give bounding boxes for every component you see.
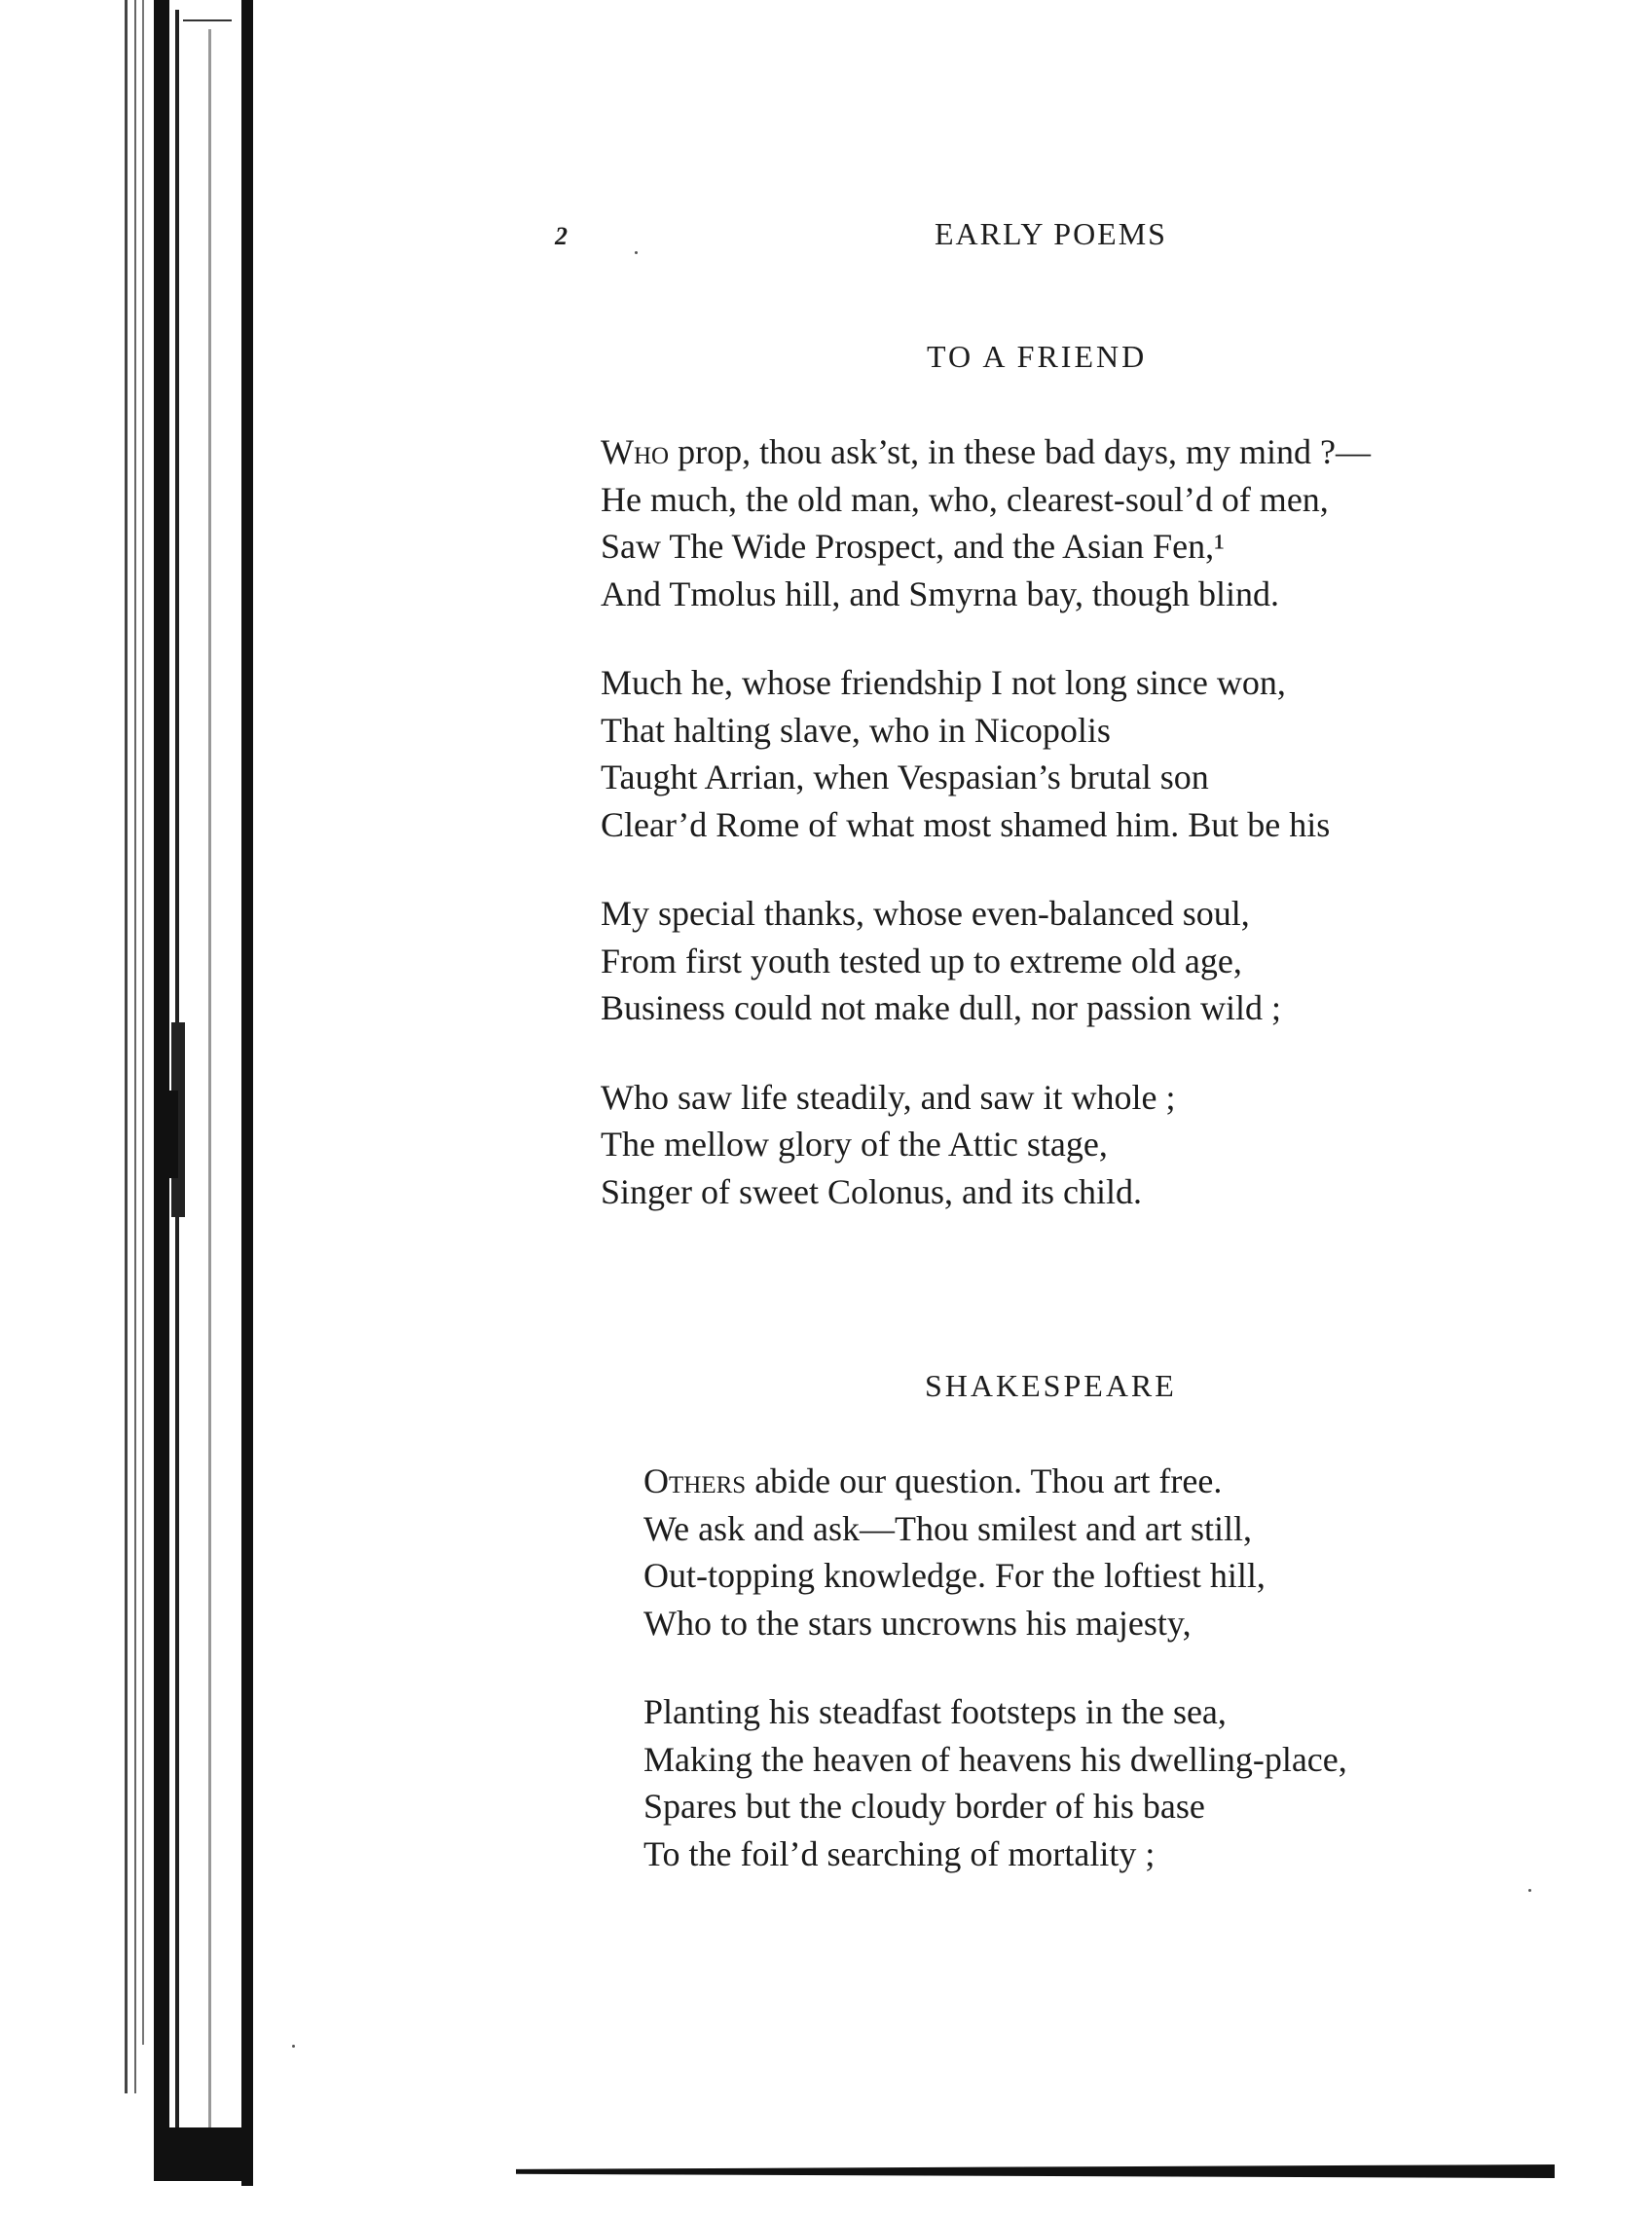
poem-line [643,1688,1347,1736]
stanza [643,1688,1347,1877]
poem-line [601,801,1371,849]
poem-line [601,754,1371,801]
page-number: 2 [555,222,569,250]
running-head: EARLY POEMS [935,216,1167,251]
poem-line [643,1831,1347,1878]
poem-line [643,1736,1347,1784]
line-text: To the foil’d searching of mortality ; [643,1833,1156,1873]
line-text: Taught Arrian, when Vespasian’s brutal son [601,758,1209,796]
line-text: The mellow glory of the Attic stage, [601,1125,1108,1164]
poem-title: TO A FRIEND [927,339,1148,374]
line-text: Who to the stars uncrowns his majesty, [643,1603,1192,1643]
poem-line [643,1505,1347,1553]
poem-line [601,707,1371,755]
poem-line [601,984,1371,1032]
line-text: He much, the old man, who, clearest-soul’d of men, [601,479,1329,519]
scan-speck [635,251,638,254]
poem-line [643,1552,1347,1600]
line-text: We ask and ask—Thou smilest and art still, [643,1508,1252,1548]
line-text: abide our question. Thou art free. [746,1461,1223,1500]
poem-line [601,523,1371,571]
line-text: Much he, whose friendship I not long since won, [601,663,1286,702]
poem-line [601,1168,1371,1216]
line-lead-word: Others [643,1461,747,1500]
line-text: Saw The Wide Prospect, and the Asian Fen,¹ [601,527,1225,566]
line-text: And Tmolus hill, and Smyrna bay, though blind. [601,573,1279,613]
poem-line [601,938,1371,985]
line-lead-word: Who [601,432,670,471]
poem-line [601,571,1371,618]
line-text: Clear’d Rome of what most shamed him. But be his [601,804,1331,844]
poem-line [601,476,1371,524]
poem-line [643,1600,1347,1647]
poem-line [601,1121,1371,1168]
stanza [601,1074,1371,1216]
poem-line [601,1074,1371,1122]
stanza [643,1458,1347,1646]
bottom-rule [516,2164,1555,2178]
stanza [601,659,1371,848]
line-text: Out-topping knowledge. For the loftiest hill, [643,1556,1266,1595]
poem-title: SHAKESPEARE [925,1368,1177,1403]
line-text: From first youth tested up to extreme old age, [601,941,1242,980]
scan-speck [292,2045,295,2048]
line-text: Business could not make dull, nor passion wild ; [601,988,1281,1027]
line-text: My special thanks, whose even-balanced soul, [601,894,1250,933]
line-text: Who saw life steadily, and saw it whole ; [601,1077,1176,1117]
line-text: Planting his steadfast footsteps in the sea, [643,1692,1227,1731]
poem-line [601,659,1371,707]
line-text: Singer of sweet Colonus, and its child. [601,1171,1142,1211]
line-text: Making the heaven of heavens his dwelling-place, [643,1739,1347,1779]
line-text: That halting slave, who in Nicopolis [601,710,1111,750]
scan-speck [1528,1889,1531,1892]
line-text: Spares but the cloudy border of his base [643,1787,1205,1826]
stanza [601,890,1371,1032]
poem-line [643,1458,1347,1505]
stanza [601,428,1371,617]
poem-line [643,1783,1347,1831]
binding-edge [115,0,261,2201]
line-text: prop, thou ask’st, in these bad days, my mind ?— [669,432,1372,471]
poem-to-a-friend [601,428,1371,1257]
poem-line [601,428,1371,476]
poem-line [601,890,1371,938]
poem-shakespeare [643,1458,1347,1919]
